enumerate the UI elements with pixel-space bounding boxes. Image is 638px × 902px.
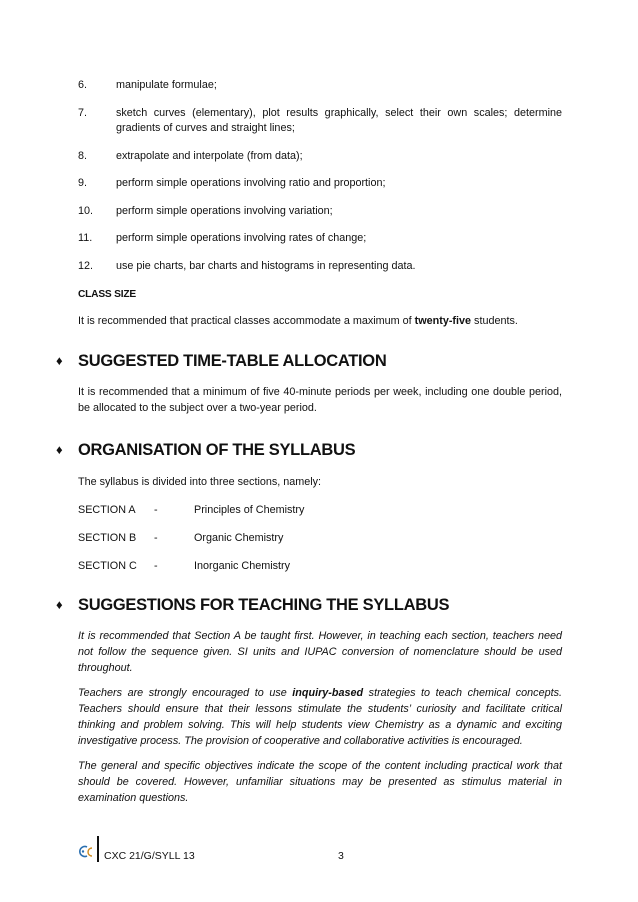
diamond-bullet-icon: ♦ [56,353,63,368]
organisation-intro: The syllabus is divided into three sections, namely: [78,476,322,488]
timetable-heading [56,352,386,371]
class-size-text [78,313,562,329]
section-title: Inorganic Chemistry [194,560,291,572]
diamond-bullet-icon: ♦ [56,442,63,457]
list-item-text: use pie charts, bar charts and histograms in representing data. [116,260,416,272]
teaching-heading-text: SUGGESTIONS FOR TEACHING THE SYLLABUS [78,596,450,614]
list-item-number: 11. [78,232,93,244]
list-item-text: sketch curves (elementary), plot results graphically, select their own scales; determine gradients of curves and straight lines; [116,107,562,134]
section-title: Organic Chemistry [194,532,284,544]
list-item-number: 6. [78,79,88,91]
list-item-number: 12. [78,260,94,272]
section-dash: - [154,560,158,572]
organisation-heading [56,441,355,460]
section-label: SECTION C [78,560,137,572]
page-footer [78,836,398,866]
section-title: Principles of Chemistry [194,504,305,516]
teaching-paragraph-1: It is recommended that Section A be taught first. However, in teaching each section, teachers need not follow the sequence given. SI units and IUPAC conversion of nomenclature should be used throughout. [78,630,562,674]
timetable-text: It is recommended that a minimum of five 40-minute periods per week, including one double period, be allocated to the subject over a two-year period. [78,386,562,414]
class-size-heading: CLASS SIZE [78,289,137,300]
class-size-emphasis: twenty-five [414,315,472,327]
teaching-paragraph-3: The general and specific objectives indicate the scope of the content including practical work that should be covered. However, unfamiliar situations may be presented as stimulus material in examination questions. [78,760,562,804]
teaching-heading [56,596,449,615]
list-item-text: manipulate formulae; [116,79,217,91]
teaching-emphasis: inquiry-based [292,687,364,699]
section-label: SECTION A [78,504,136,516]
section-dash: - [154,532,158,544]
list-item-text: perform simple operations involving rates of change; [116,232,367,244]
list-item-number: 10. [78,205,94,217]
list-item-number: 8. [78,150,88,162]
list-item-text: perform simple operations involving ratio and proportion; [116,177,386,189]
class-size-text-start: It is recommended that practical classes accommodate a maximum of [78,315,415,327]
timetable-heading-text: SUGGESTED TIME-TABLE ALLOCATION [78,352,387,370]
section-dash: - [154,504,158,516]
teaching-paragraph-2-end: strategies to teach chemical concepts. Teachers should ensure that their lessons stimulate the students’ curiosity and facilitate critical thinking and problem solving. This will help students view Chemistry as a dynamic and exciting investigative process. The provision of cooperative and collaborative activities is encouraged. [78,687,562,747]
list-item-text: extrapolate and interpolate (from data); [116,150,303,162]
section-label: SECTION B [78,532,137,544]
diamond-bullet-icon: ♦ [56,597,63,612]
organisation-heading-text: ORGANISATION OF THE SYLLABUS [78,441,356,459]
page-number: 3 [338,850,344,862]
class-size-text-end: students. [471,315,518,327]
footer-divider [97,836,99,862]
syllabus-code: CXC 21/G/SYLL 13 [104,850,195,862]
teaching-paragraph-2-start: Teachers are strongly encouraged to use [78,687,293,699]
teaching-paragraph-2 [78,685,562,749]
list-item-text: perform simple operations involving variation; [116,205,333,217]
cxc-logo-icon [78,844,96,860]
list-item-number: 9. [78,177,88,189]
list-item-number: 7. [78,107,88,119]
